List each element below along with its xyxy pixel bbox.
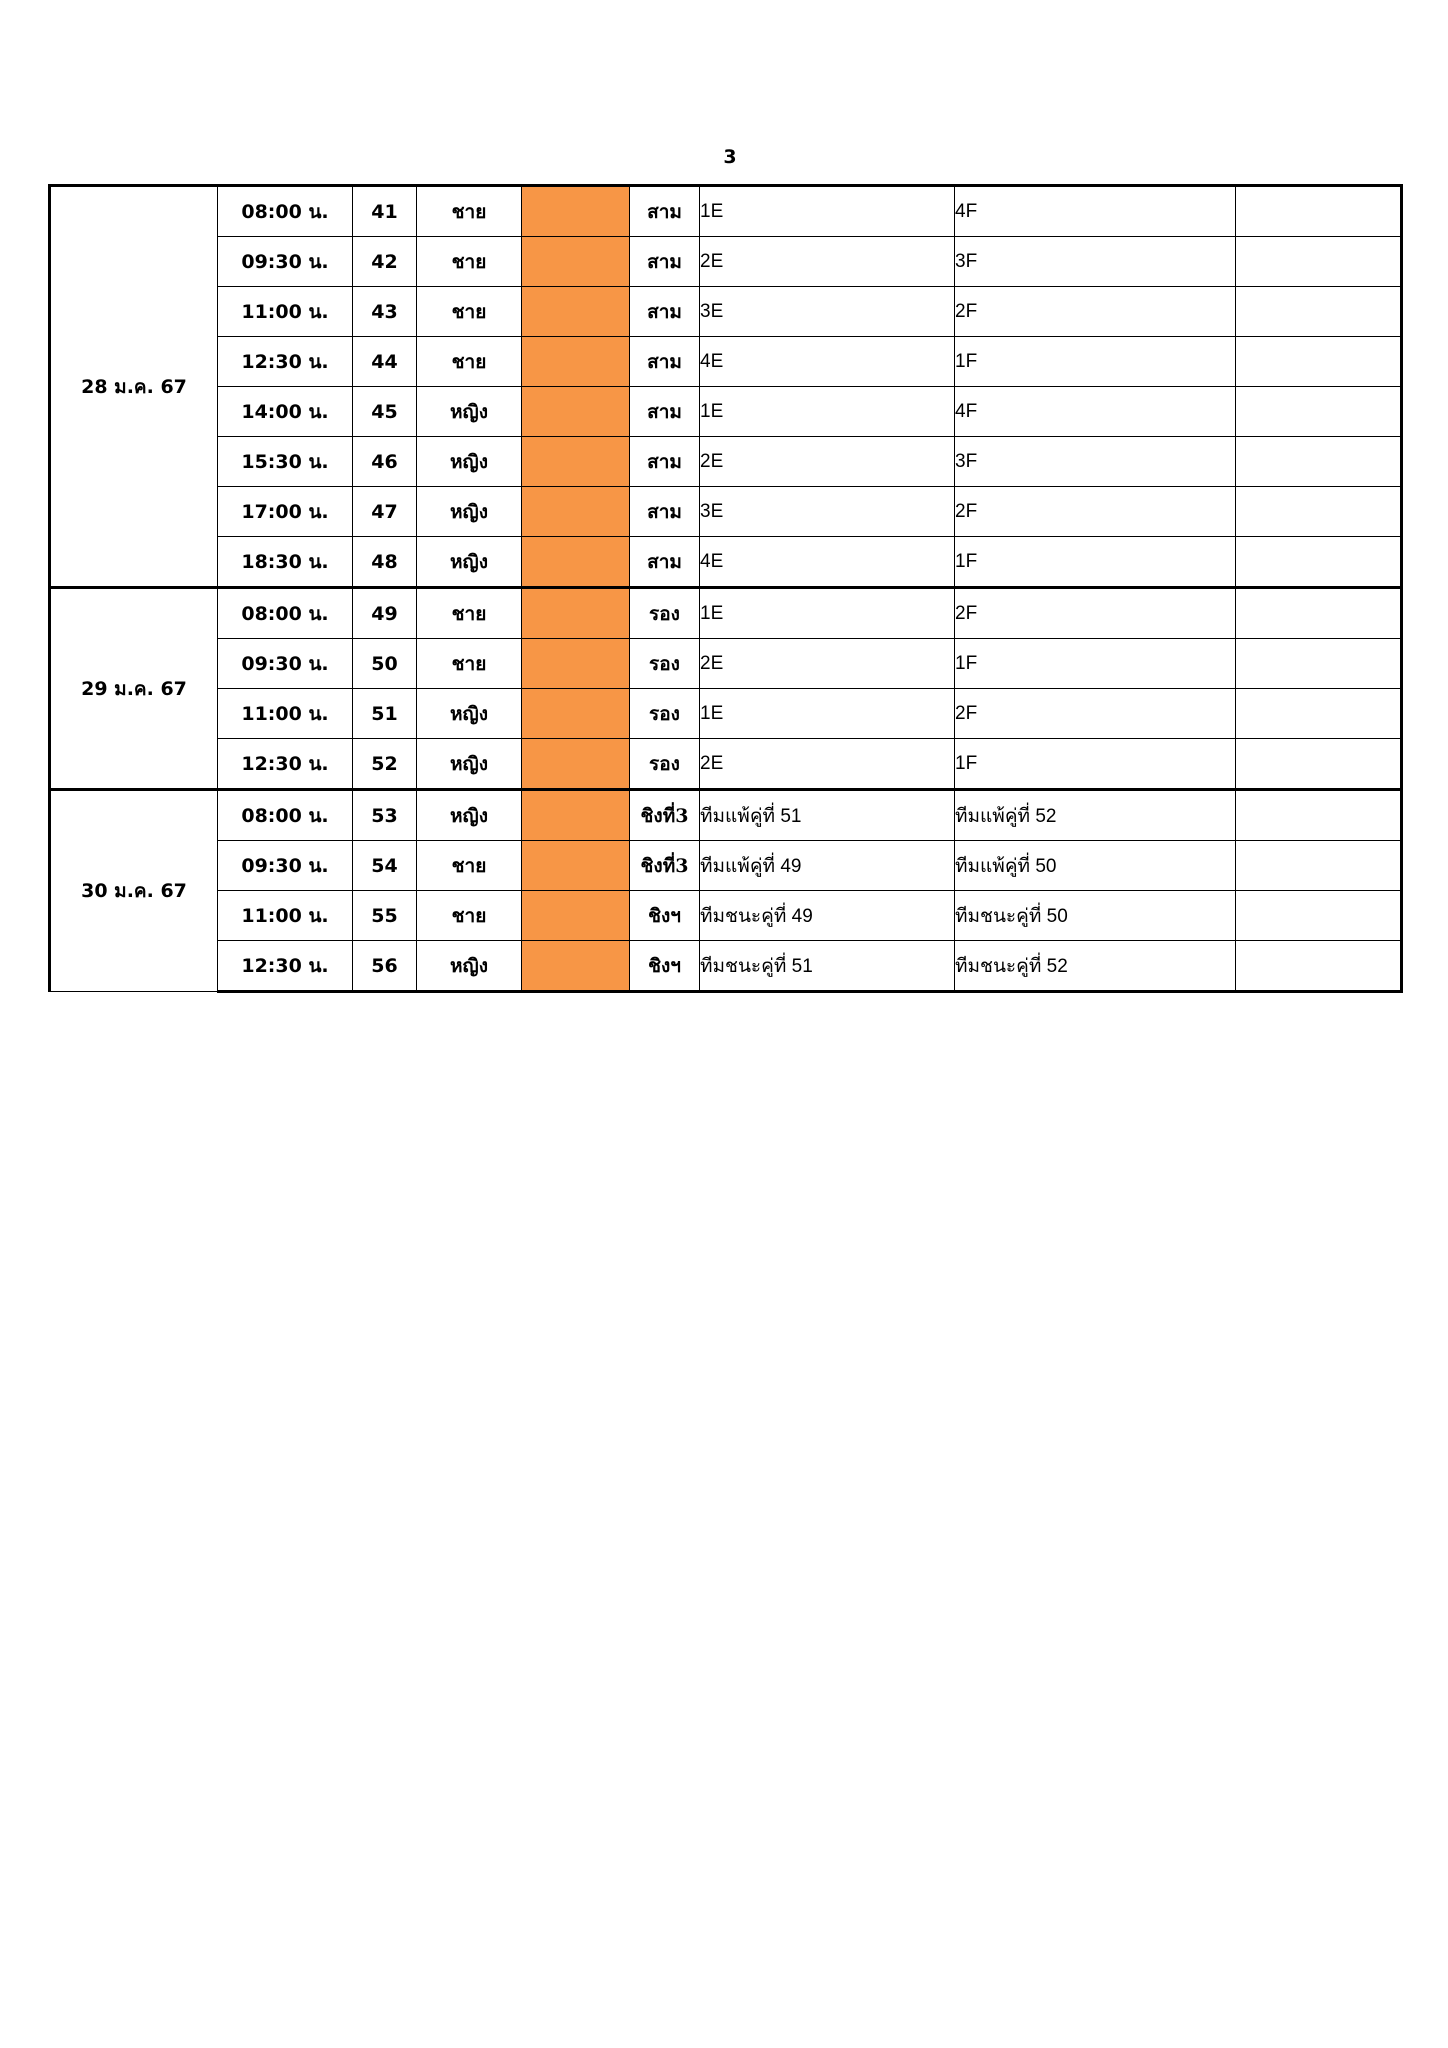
team-b-cell: 3F: [955, 237, 1236, 287]
team-a-cell: 3E: [700, 287, 955, 337]
team-b-cell: 1F: [955, 337, 1236, 387]
result-cell: [1236, 537, 1402, 588]
team-a-cell: ทีมชนะคู่ที่ 49: [700, 891, 955, 941]
court-cell: [522, 287, 630, 337]
team-a-cell: 2E: [700, 437, 955, 487]
result-cell: [1236, 237, 1402, 287]
result-cell: [1236, 841, 1402, 891]
gender-cell: ชาย: [417, 287, 522, 337]
team-b-cell: ทีมแพ้คู่ที่ 52: [955, 790, 1236, 841]
gender-cell: ชาย: [417, 337, 522, 387]
team-b-cell: 2F: [955, 588, 1236, 639]
gender-cell: หญิง: [417, 437, 522, 487]
time-cell: 11:00 น.: [218, 689, 353, 739]
team-b-cell: 4F: [955, 186, 1236, 237]
team-b-cell: 2F: [955, 689, 1236, 739]
result-cell: [1236, 790, 1402, 841]
round-cell: สาม: [630, 237, 700, 287]
date-cell: 29 ม.ค. 67: [50, 588, 218, 790]
table-row: [50, 537, 1402, 588]
match-number-cell: 51: [353, 689, 417, 739]
gender-cell: หญิง: [417, 387, 522, 437]
court-cell: [522, 689, 630, 739]
round-cell: สาม: [630, 487, 700, 537]
round-cell: รอง: [630, 588, 700, 639]
round-cell: รอง: [630, 739, 700, 790]
table-row: [50, 237, 1402, 287]
team-a-cell: 1E: [700, 689, 955, 739]
team-a-cell: 4E: [700, 537, 955, 588]
table-row: [50, 487, 1402, 537]
court-cell: [522, 790, 630, 841]
round-cell: สาม: [630, 437, 700, 487]
time-cell: 12:30 น.: [218, 337, 353, 387]
gender-cell: ชาย: [417, 588, 522, 639]
round-cell: ชิงฯ: [630, 891, 700, 941]
time-cell: 09:30 น.: [218, 841, 353, 891]
match-number-cell: 47: [353, 487, 417, 537]
table-row: [50, 588, 1402, 639]
gender-cell: หญิง: [417, 739, 522, 790]
team-a-cell: 2E: [700, 237, 955, 287]
result-cell: [1236, 387, 1402, 437]
table-row: [50, 941, 1402, 992]
result-cell: [1236, 891, 1402, 941]
match-number-cell: 53: [353, 790, 417, 841]
result-cell: [1236, 689, 1402, 739]
team-b-cell: 1F: [955, 739, 1236, 790]
team-a-cell: 2E: [700, 739, 955, 790]
table-row: [50, 891, 1402, 941]
team-a-cell: 1E: [700, 186, 955, 237]
round-cell: ชิงที่3: [630, 841, 700, 891]
team-a-cell: 3E: [700, 487, 955, 537]
round-cell: ชิงที่3: [630, 790, 700, 841]
court-cell: [522, 739, 630, 790]
round-cell: รอง: [630, 689, 700, 739]
time-cell: 17:00 น.: [218, 487, 353, 537]
court-cell: [522, 237, 630, 287]
team-b-cell: 4F: [955, 387, 1236, 437]
round-cell: สาม: [630, 186, 700, 237]
gender-cell: หญิง: [417, 689, 522, 739]
table-row: [50, 186, 1402, 237]
result-cell: [1236, 941, 1402, 992]
match-number-cell: 54: [353, 841, 417, 891]
time-cell: 18:30 น.: [218, 537, 353, 588]
match-number-cell: 42: [353, 237, 417, 287]
court-cell: [522, 487, 630, 537]
gender-cell: ชาย: [417, 891, 522, 941]
match-number-cell: 48: [353, 537, 417, 588]
date-cell: 30 ม.ค. 67: [50, 790, 218, 992]
team-b-cell: ทีมแพ้คู่ที่ 50: [955, 841, 1236, 891]
match-number-cell: 44: [353, 337, 417, 387]
team-b-cell: 2F: [955, 487, 1236, 537]
team-a-cell: ทีมชนะคู่ที่ 51: [700, 941, 955, 992]
gender-cell: หญิง: [417, 487, 522, 537]
court-cell: [522, 387, 630, 437]
court-cell: [522, 537, 630, 588]
table-row: [50, 287, 1402, 337]
team-b-cell: ทีมชนะคู่ที่ 52: [955, 941, 1236, 992]
court-cell: [522, 891, 630, 941]
gender-cell: หญิง: [417, 790, 522, 841]
court-cell: [522, 588, 630, 639]
court-cell: [522, 941, 630, 992]
court-cell: [522, 186, 630, 237]
team-b-cell: 1F: [955, 639, 1236, 689]
time-cell: 15:30 น.: [218, 437, 353, 487]
team-b-cell: ทีมชนะคู่ที่ 50: [955, 891, 1236, 941]
court-cell: [522, 639, 630, 689]
match-number-cell: 49: [353, 588, 417, 639]
result-cell: [1236, 639, 1402, 689]
round-cell: ชิงฯ: [630, 941, 700, 992]
team-a-cell: 2E: [700, 639, 955, 689]
table-row: [50, 790, 1402, 841]
match-schedule-table: [48, 184, 1403, 993]
result-cell: [1236, 739, 1402, 790]
page-number: 3: [723, 146, 737, 168]
table-row: [50, 689, 1402, 739]
team-b-cell: 2F: [955, 287, 1236, 337]
table-row: [50, 841, 1402, 891]
round-cell: สาม: [630, 387, 700, 437]
gender-cell: ชาย: [417, 639, 522, 689]
result-cell: [1236, 186, 1402, 237]
match-number-cell: 41: [353, 186, 417, 237]
table-row: [50, 639, 1402, 689]
gender-cell: ชาย: [417, 841, 522, 891]
time-cell: 12:30 น.: [218, 739, 353, 790]
round-cell: สาม: [630, 337, 700, 387]
result-cell: [1236, 437, 1402, 487]
team-a-cell: 1E: [700, 588, 955, 639]
team-a-cell: ทีมแพ้คู่ที่ 49: [700, 841, 955, 891]
team-a-cell: 1E: [700, 387, 955, 437]
court-cell: [522, 337, 630, 387]
gender-cell: หญิง: [417, 537, 522, 588]
time-cell: 14:00 น.: [218, 387, 353, 437]
round-cell: สาม: [630, 287, 700, 337]
round-cell: สาม: [630, 537, 700, 588]
match-number-cell: 43: [353, 287, 417, 337]
table-row: [50, 739, 1402, 790]
date-cell: 28 ม.ค. 67: [50, 186, 218, 588]
time-cell: 09:30 น.: [218, 639, 353, 689]
result-cell: [1236, 337, 1402, 387]
gender-cell: ชาย: [417, 237, 522, 287]
team-b-cell: 1F: [955, 537, 1236, 588]
time-cell: 12:30 น.: [218, 941, 353, 992]
time-cell: 11:00 น.: [218, 287, 353, 337]
round-cell: รอง: [630, 639, 700, 689]
result-cell: [1236, 588, 1402, 639]
court-cell: [522, 841, 630, 891]
match-number-cell: 56: [353, 941, 417, 992]
time-cell: 08:00 น.: [218, 588, 353, 639]
result-cell: [1236, 487, 1402, 537]
gender-cell: หญิง: [417, 941, 522, 992]
time-cell: 08:00 น.: [218, 186, 353, 237]
match-number-cell: 52: [353, 739, 417, 790]
table-row: [50, 437, 1402, 487]
table-row: [50, 337, 1402, 387]
court-cell: [522, 437, 630, 487]
match-number-cell: 50: [353, 639, 417, 689]
match-number-cell: 45: [353, 387, 417, 437]
match-number-cell: 55: [353, 891, 417, 941]
schedule-body: [50, 186, 1402, 992]
table-row: [50, 387, 1402, 437]
gender-cell: ชาย: [417, 186, 522, 237]
match-number-cell: 46: [353, 437, 417, 487]
time-cell: 08:00 น.: [218, 790, 353, 841]
team-a-cell: ทีมแพ้คู่ที่ 51: [700, 790, 955, 841]
time-cell: 09:30 น.: [218, 237, 353, 287]
result-cell: [1236, 287, 1402, 337]
team-b-cell: 3F: [955, 437, 1236, 487]
team-a-cell: 4E: [700, 337, 955, 387]
time-cell: 11:00 น.: [218, 891, 353, 941]
